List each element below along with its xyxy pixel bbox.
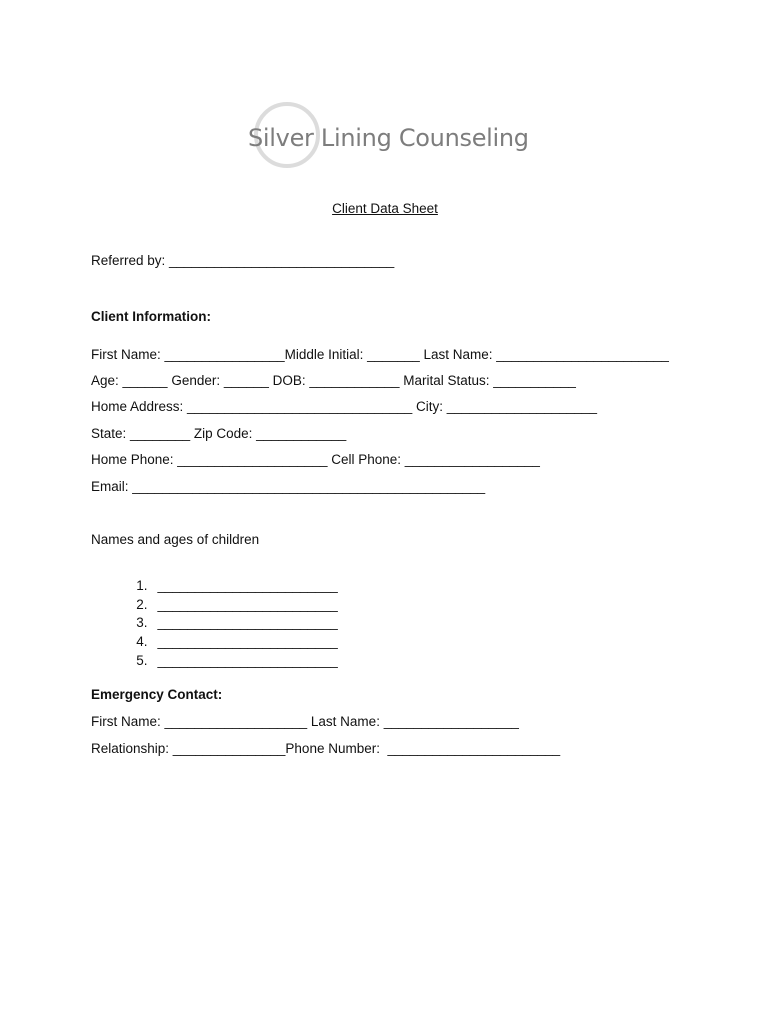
child-entry-blank[interactable]: ________________________ — [157, 615, 338, 631]
referred-by-field[interactable]: Referred by: ______________________________ — [91, 253, 395, 268]
list-number: 2. — [136, 596, 148, 612]
list-number: 4. — [136, 634, 148, 650]
client-email-field[interactable]: Email: _______________________________________________ — [91, 479, 486, 494]
emergency-name-fields[interactable]: First Name: ___________________ Last Name: __________________ — [91, 714, 519, 729]
children-list — [112, 563, 338, 668]
client-phone-fields[interactable]: Home Phone: ____________________ Cell Phone: __________________ — [91, 452, 540, 467]
child-entry-blank[interactable]: ________________________ — [157, 578, 338, 593]
company-logo — [248, 100, 538, 180]
client-address-fields[interactable]: Home Address: ______________________________ City: ____________________ — [91, 399, 597, 414]
emergency-relationship-phone-fields[interactable]: Relationship: _______________Phone Number: _______________________ — [91, 741, 561, 756]
client-information-heading: Client Information: — [91, 309, 211, 324]
logo-text: Silver Lining Counseling — [248, 124, 529, 152]
client-name-fields[interactable]: First Name: ________________Middle Initial: _______ Last Name: _______________________ — [91, 347, 669, 362]
document-title: Client Data Sheet — [332, 201, 438, 216]
child-entry-blank[interactable]: ________________________ — [157, 596, 338, 612]
client-age-gender-dob-fields[interactable]: Age: ______ Gender: ______ DOB: ____________ Marital Status: ___________ — [91, 373, 576, 388]
child-entry-blank[interactable]: ________________________ — [157, 652, 338, 668]
emergency-contact-heading: Emergency Contact: — [91, 687, 223, 702]
child-entry-blank[interactable]: ________________________ — [157, 634, 338, 650]
list-number: 1. — [136, 578, 148, 593]
list-number: 3. — [136, 615, 148, 631]
children-heading: Names and ages of children — [91, 532, 260, 547]
client-state-zip-fields[interactable]: State: ________ Zip Code: ____________ — [91, 426, 347, 441]
list-item[interactable] — [112, 563, 338, 593]
list-number: 5. — [136, 652, 148, 668]
